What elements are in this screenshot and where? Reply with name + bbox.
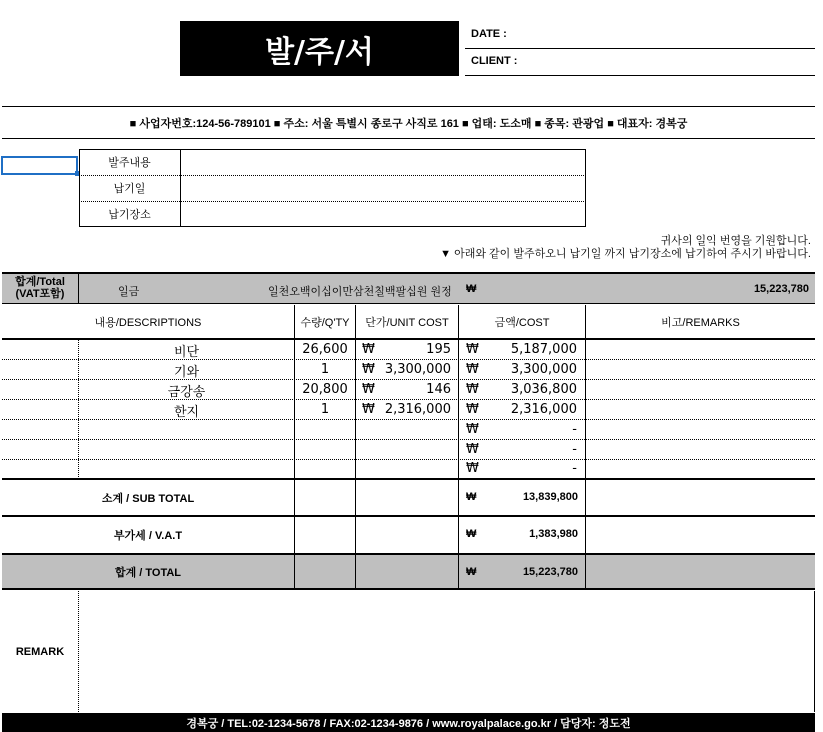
item-cost[interactable]: - [572, 422, 577, 437]
date-field[interactable] [515, 26, 815, 46]
item-unit-cost[interactable]: 2,316,000 [384, 402, 451, 417]
cost-currency: ₩ [466, 362, 479, 377]
order-content-label: 발주내용 [108, 156, 151, 169]
cost-currency: ₩ [466, 382, 479, 397]
unit-currency: ₩ [362, 382, 375, 397]
unit-currency: ₩ [362, 402, 375, 417]
subtotal-currency: ₩ [466, 491, 477, 503]
notice-line-2: ▼ 아래와 같이 발주하오니 납기일 까지 납기장소에 납기하여 주시기 바랍니다. [440, 248, 811, 260]
col-header-description: 내용/DESCRIPTIONS [94, 316, 202, 329]
item-description[interactable]: 기와 [173, 365, 200, 380]
item-qty[interactable]: 1 [320, 362, 330, 377]
item-description[interactable]: 금강송 [167, 385, 206, 400]
due-date-label: 납기일 [113, 182, 146, 195]
company-info-bar: ■ 사업자번호:124-56-789101 ■ 주소: 서울 특별시 종로구 사직로 161 ■ 업태: 도소매 ■ 종목: 관광업 ■ 대표자: 경복궁 [2, 106, 815, 139]
item-description[interactable]: 한지 [173, 405, 200, 420]
unit-currency: ₩ [362, 362, 375, 377]
unit-currency: ₩ [362, 342, 375, 357]
delivery-place-label: 납기장소 [108, 208, 151, 221]
summary-amount: 15,223,780 [753, 283, 809, 295]
item-qty[interactable]: 20,800 [302, 382, 348, 397]
client-underline [465, 75, 815, 76]
delivery-place-field[interactable] [181, 202, 585, 226]
item-description[interactable]: 비단 [173, 345, 200, 360]
document-title: 발/주/서 [180, 21, 459, 76]
total-currency: ₩ [466, 566, 477, 578]
item-cost[interactable]: - [572, 461, 577, 476]
item-qty[interactable]: 1 [320, 402, 330, 417]
col-header-remarks: 비고/REMARKS [661, 316, 740, 329]
footer-bar: 경복궁 / TEL:02-1234-5678 / FAX:02-1234-9876 / www.royalpalace.go.kr / 담당자: 정도전 [2, 713, 815, 732]
vat-label: 부가세 / V.A.T [113, 529, 183, 542]
summary-label-line2: (VAT포함) [15, 288, 65, 300]
amount-in-words: 일천오백이십이만삼천칠백팔십원 원정 [268, 286, 452, 298]
cost-currency: ₩ [466, 422, 479, 437]
total-value: 15,223,780 [522, 566, 578, 578]
client-label: CLIENT : [471, 55, 518, 67]
date-underline [465, 48, 815, 49]
vat-value: 1,383,980 [529, 528, 578, 540]
item-unit-cost[interactable]: 195 [426, 342, 451, 357]
subtotal-value: 13,839,800 [522, 491, 578, 503]
item-qty[interactable]: 26,600 [302, 342, 348, 357]
col-header-cost: 금액/COST [494, 316, 550, 329]
amount-label: 일금 [118, 286, 140, 298]
due-date-field[interactable] [181, 176, 585, 201]
remark-field[interactable] [80, 592, 813, 711]
client-field[interactable] [525, 53, 815, 73]
item-cost[interactable]: 2,316,000 [510, 402, 577, 417]
total-label: 합계 / TOTAL [114, 566, 182, 579]
summary-currency: ₩ [466, 283, 477, 295]
item-cost[interactable]: 5,187,000 [510, 342, 577, 357]
cost-currency: ₩ [466, 402, 479, 417]
vat-currency: ₩ [466, 528, 477, 540]
item-unit-cost[interactable]: 3,300,000 [384, 362, 451, 377]
selected-cell[interactable] [1, 156, 78, 175]
date-label: DATE : [471, 28, 507, 40]
summary-label-line1: 합계/Total [15, 276, 65, 288]
item-unit-cost[interactable]: 146 [426, 382, 451, 397]
col-header-unit-cost: 단가/UNIT COST [365, 316, 449, 329]
item-cost[interactable]: 3,300,000 [510, 362, 577, 377]
summary-label [2, 276, 78, 300]
cost-currency: ₩ [466, 442, 479, 457]
col-header-qty: 수량/Q'TY [300, 316, 350, 329]
notice-line-1: 귀사의 일익 번영을 기원합니다. [660, 235, 811, 247]
item-cost[interactable]: 3,036,800 [510, 382, 577, 397]
subtotal-label: 소계 / SUB TOTAL [101, 492, 195, 505]
cost-currency: ₩ [466, 461, 479, 476]
remark-label: REMARK [15, 645, 65, 658]
item-cost[interactable]: - [572, 442, 577, 457]
order-content-field[interactable] [181, 150, 585, 175]
cost-currency: ₩ [466, 342, 479, 357]
